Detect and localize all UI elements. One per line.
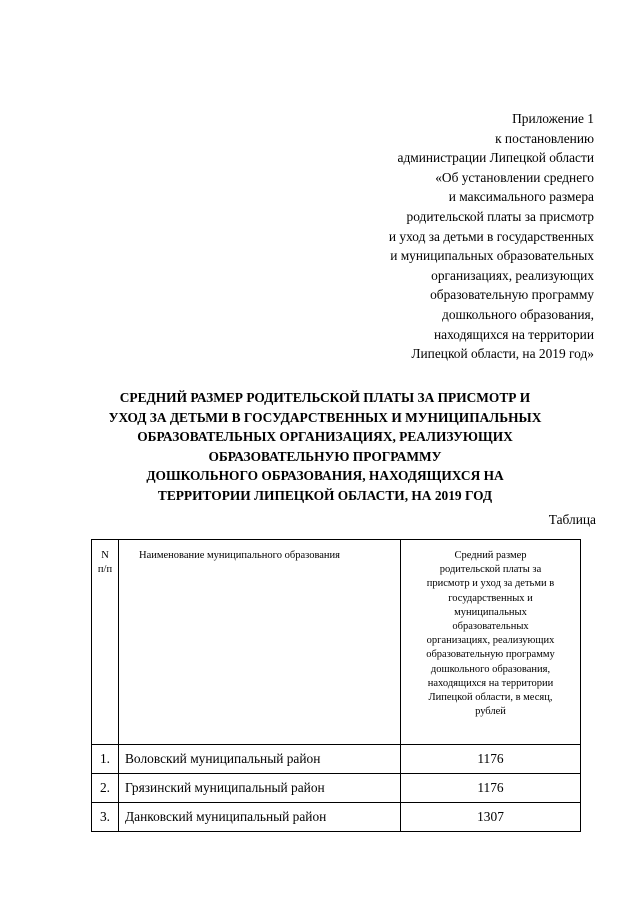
tuition-fee-table — [91, 539, 581, 832]
header-value-line: образовательную программу — [426, 649, 555, 661]
title-line: СРЕДНИЙ РАЗМЕР РОДИТЕЛЬСКОЙ ПЛАТЫ ЗА ПРИСМОТР И — [119, 390, 531, 405]
header-value-line: находящихся на территории — [427, 677, 554, 689]
header-value-line: Средний размер — [454, 550, 527, 561]
table-row — [92, 803, 581, 832]
header-value-line: присмотр и уход за детьми в — [426, 578, 555, 590]
table-caption: Таблица — [548, 512, 596, 527]
title-line: УХОД ЗА ДЕТЬМИ В ГОСУДАРСТВЕННЫХ И МУНИЦИПАЛЬНЫХ — [108, 409, 542, 425]
table-header-row — [92, 540, 581, 745]
header-value-line: государственных и — [448, 592, 533, 604]
header-value-line: муниципальных — [454, 606, 527, 618]
appendix-line: организациях, реализующих — [431, 267, 594, 283]
title-line: ОБРАЗОВАТЕЛЬНУЮ ПРОГРАММУ — [208, 448, 442, 464]
title-line: ТЕРРИТОРИИ ЛИПЕЦКОЙ ОБЛАСТИ, НА 2019 ГОД — [157, 487, 493, 503]
appendix-line: и муниципальных образовательных — [390, 248, 594, 264]
header-value-line: организациях, реализующих — [426, 635, 555, 647]
document-title — [60, 388, 590, 506]
header-value-cell — [401, 540, 581, 745]
header-number-cell — [92, 540, 119, 745]
header-value-line: рублей — [475, 706, 506, 718]
appendix-line: «Об установлении среднего — [435, 169, 594, 185]
appendix-line: Приложение 1 — [512, 111, 594, 126]
appendix-line: образовательную программу — [430, 287, 594, 303]
appendix-block — [294, 109, 594, 364]
header-name-label: Наименование муниципального образования — [139, 550, 340, 561]
row-municipality-name: Данковский муниципальный район — [119, 803, 401, 832]
appendix-line: и уход за детьми в государственных — [388, 228, 594, 244]
appendix-line: дошкольного образования, — [442, 306, 594, 322]
row-fee-value: 1307 — [401, 803, 581, 832]
header-value-line: родительской платы за — [439, 564, 542, 576]
header-name-cell — [119, 540, 401, 745]
appendix-line: находящихся на территории — [433, 326, 594, 342]
appendix-line: администрации Липецкой области — [397, 150, 594, 166]
row-number: 2. — [92, 774, 119, 803]
title-line: ОБРАЗОВАТЕЛЬНЫХ ОРГАНИЗАЦИЯХ, РЕАЛИЗУЮЩИХ — [137, 429, 513, 445]
row-number: 3. — [92, 803, 119, 832]
appendix-line: Липецкой области, на 2019 год» — [411, 346, 594, 362]
appendix-line: к постановлению — [495, 130, 594, 146]
row-municipality-name: Грязинский муниципальный район — [119, 774, 401, 803]
header-number-label: N — [101, 550, 109, 561]
table-row — [92, 774, 581, 803]
header-number-sublabel: п/п — [97, 564, 113, 576]
table-row — [92, 745, 581, 774]
row-fee-value: 1176 — [401, 774, 581, 803]
appendix-line: родительской платы за присмотр — [406, 208, 594, 224]
row-fee-value: 1176 — [401, 745, 581, 774]
row-municipality-name: Воловский муниципальный район — [119, 745, 401, 774]
header-value-line: образовательных — [452, 621, 529, 633]
title-line: ДОШКОЛЬНОГО ОБРАЗОВАНИЯ, НАХОДЯЩИХСЯ НА — [146, 468, 504, 484]
header-value-line: дошкольного образования, — [430, 663, 551, 675]
header-value-line: Липецкой области, в месяц, — [428, 692, 553, 704]
appendix-line: и максимального размера — [448, 189, 594, 205]
row-number: 1. — [92, 745, 119, 774]
